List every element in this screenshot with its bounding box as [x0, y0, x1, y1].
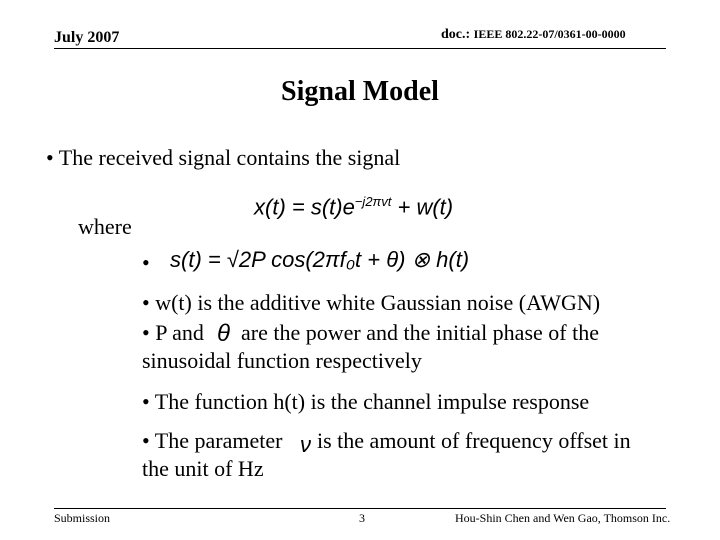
param-text-line2: the unit of Hz	[142, 456, 264, 481]
slide-title: Signal Model	[281, 76, 439, 107]
phase-text-line2: sinusoidal function respectively	[142, 348, 422, 373]
footer-authors: Hou-Shin Chen and Wen Gao, Thomson Inc.	[455, 511, 671, 525]
header-doc-label: doc.:	[441, 27, 471, 42]
header-doc-id	[441, 27, 626, 43]
eq-main-exponent: −j2πvt	[354, 194, 392, 209]
theta-symbol: θ	[217, 320, 231, 347]
header-doc-number: IEEE 802.22-07/0361-00-0000	[473, 27, 626, 41]
signal-equation: s(t) = √2P cos(2πf₀t + θ) ⊗ h(t)	[170, 247, 470, 272]
where-label: where	[78, 214, 132, 239]
p-and-text: • P and	[142, 320, 204, 345]
phase-text: are the power and the initial phase of the	[241, 320, 599, 345]
footer-submission: Submission	[54, 511, 111, 525]
param-text: • The parameter	[142, 428, 283, 453]
channel-text: • The function h(t) is the channel impulse response	[142, 389, 590, 414]
eq-main-tail: + w(t)	[397, 194, 454, 220]
intro-text: • The received signal contains the signal	[46, 145, 401, 170]
header-rule	[54, 48, 666, 49]
nu-symbol: ν	[300, 432, 311, 457]
eq-main-lhs: x(t) = s(t)e	[254, 194, 355, 220]
footer-page-number: 3	[359, 511, 365, 525]
footer-rule	[54, 508, 666, 509]
param-text-rest: is the amount of frequency offset in	[317, 428, 631, 453]
received-signal-equation	[254, 194, 453, 220]
awgn-text: • w(t) is the additive white Gaussian noise (AWGN)	[142, 290, 601, 315]
bullet-dot: •	[142, 250, 150, 275]
header-date: July 2007	[54, 29, 120, 46]
